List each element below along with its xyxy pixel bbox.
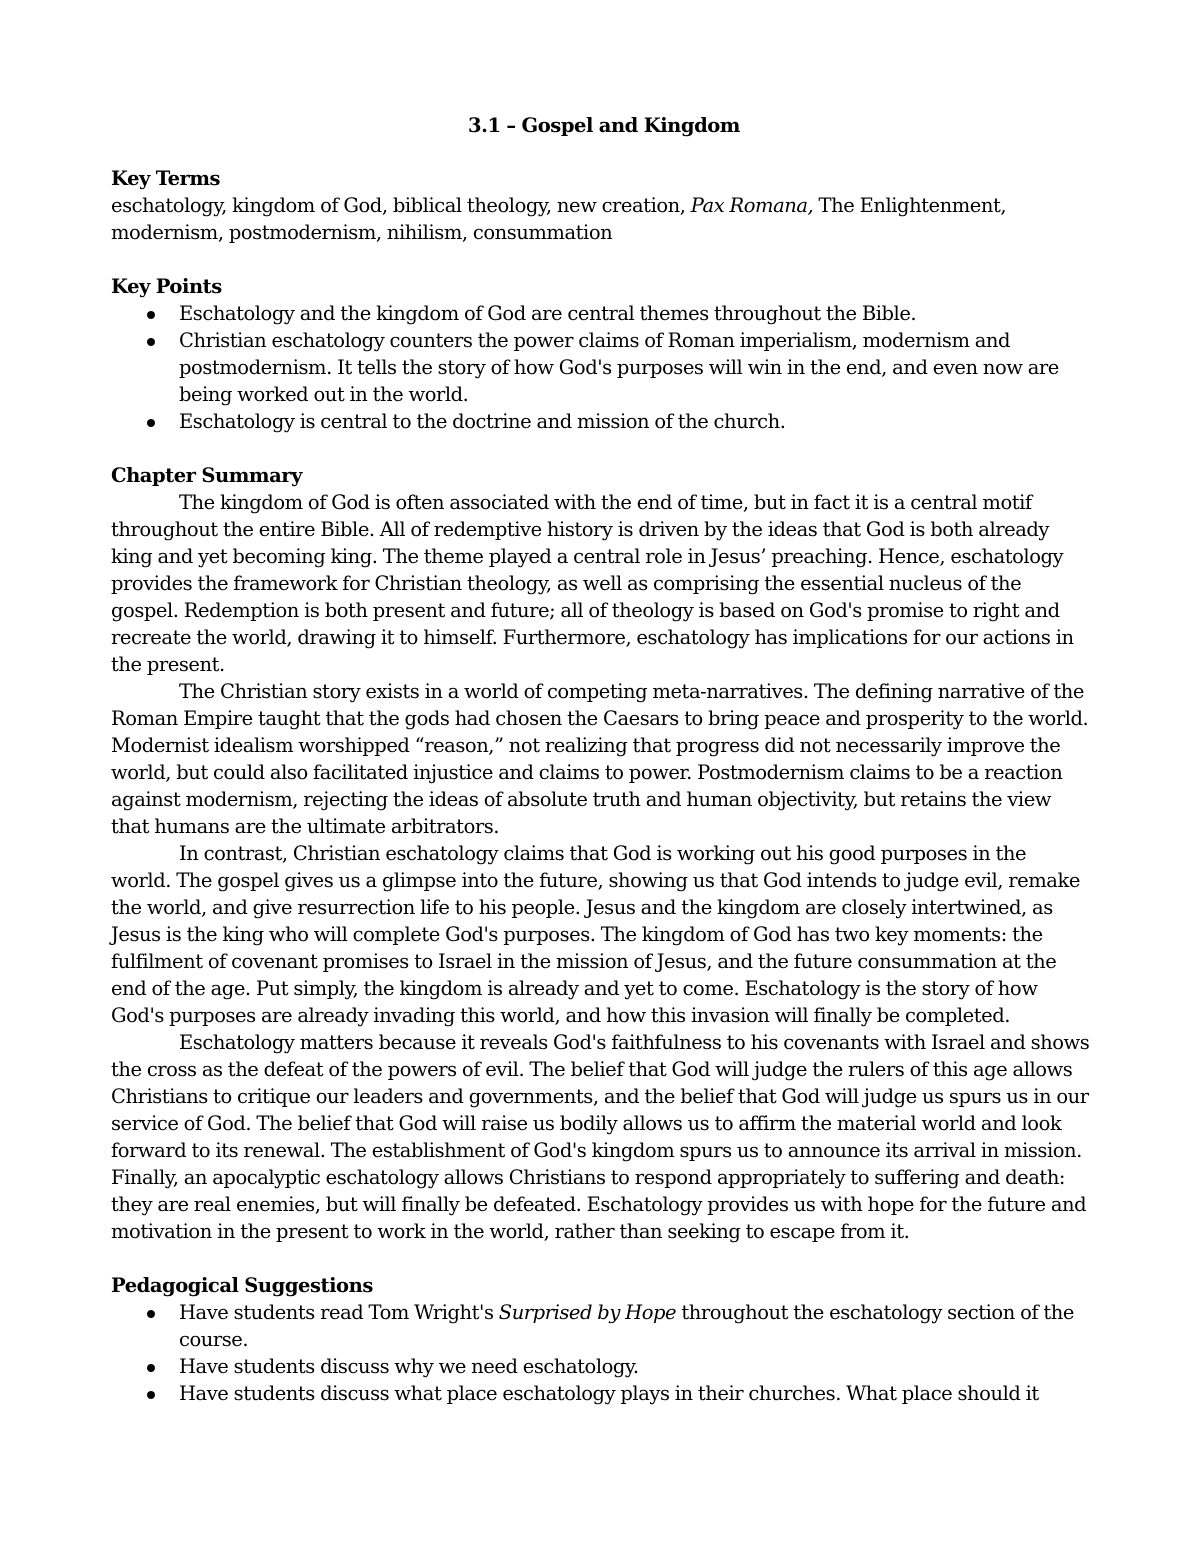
list-item: [111, 1353, 1091, 1380]
list-item-text: Have students discuss what place eschatology plays in their churches. What place should it: [179, 1382, 1039, 1405]
key-terms-italic-term: Pax Romana,: [690, 194, 814, 217]
list-item-text-start: Have students read Tom Wright's: [179, 1301, 499, 1324]
list-item: [111, 327, 1091, 408]
key-points-list: [111, 300, 1091, 435]
document-page: [111, 112, 1091, 1407]
spacer: [111, 435, 1091, 462]
spacer: [111, 1245, 1091, 1272]
bullet-icon: [147, 1391, 155, 1399]
list-item: [111, 1380, 1091, 1407]
pedagogical-list: [111, 1299, 1091, 1407]
list-item-text-end: throughout the eschatology section of the course.: [179, 1301, 1074, 1351]
summary-paragraph: Eschatology matters because it reveals God's faithfulness to his covenants with Israel and shows the cross as the defeat of the powers of evil. The belief that God will judge the rulers of this age allows Christians to critique our leaders and governments, and the belief that God will judge us spurs us in our service of God. The belief that God will raise us bodily allows us to affirm the material world and look forward to its renewal. The establishment of God's kingdom spurs us to announce its arrival in mission. Finally, an apocalyptic eschatology allows Christians to respond appropriately to suffering and death: they are real enemies, but will finally be defeated. Eschatology provides us with hope for the future and motivation in the present to work in the world, rather than seeking to escape from it.: [111, 1031, 1090, 1243]
list-item-text: Eschatology is central to the doctrine and mission of the church.: [179, 410, 786, 433]
list-item-text: Eschatology and the kingdom of God are central themes throughout the Bible.: [179, 302, 917, 325]
list-item-text: Christian eschatology counters the power claims of Roman imperialism, modernism and postmodernism. It tells the story of how God's purposes will win in the end, and even now are being worked out in the world.: [179, 329, 1059, 406]
summary-paragraph: The kingdom of God is often associated with the end of time, but in fact it is a central motif throughout the entire Bible. All of redemptive history is driven by the ideas that God is both already king and yet becoming king. The theme played a central role in Jesus’ preaching. Hence, eschatology provides the framework for Christian theology, as well as comprising the essential nucleus of the gospel. Redemption is both present and future; all of theology is based on God's promise to right and recreate the world, drawing it to himself. Furthermore, eschatology has implications for our actions in the present.: [111, 491, 1074, 676]
key-terms-heading: Key Terms: [111, 167, 221, 190]
list-item-text: Have students discuss why we need eschatology.: [179, 1355, 639, 1378]
bullet-icon: [147, 338, 155, 346]
key-terms-text-end: The Enlightenment, modernism, postmodernism, nihilism, consummation: [111, 194, 1007, 244]
summary-paragraph: In contrast, Christian eschatology claims that God is working out his good purposes in the world. The gospel gives us a glimpse into the future, showing us that God intends to judge evil, remake the world, and give resurrection life to his people. Jesus and the kingdom are closely intertwined, as Jesus is the king who will complete God's purposes. The kingdom of God has two key moments: the fulfilment of covenant promises to Israel in the mission of Jesus, and the future consummation at the end of the age. Put simply, the kingdom is already and yet to come. Eschatology is the story of how God's purposes are already invading this world, and how this invasion will finally be completed.: [111, 842, 1080, 1027]
document-title: 3.1 – Gospel and Kingdom: [467, 114, 740, 137]
key-points-heading: Key Points: [111, 275, 222, 298]
key-terms-text: [111, 192, 1091, 246]
key-terms-text-start: eschatology, kingdom of God, biblical theology, new creation,: [111, 194, 691, 217]
bullet-icon: [147, 419, 155, 427]
list-item: [111, 1299, 1091, 1353]
bullet-icon: [147, 1364, 155, 1372]
bullet-icon: [147, 1310, 155, 1318]
pedagogical-heading: Pedagogical Suggestions: [111, 1274, 373, 1297]
spacer: [111, 246, 1091, 273]
chapter-summary-heading: Chapter Summary: [111, 464, 302, 487]
list-item: [111, 408, 1091, 435]
book-title: Surprised by Hope: [498, 1301, 677, 1324]
summary-paragraph: The Christian story exists in a world of competing meta-narratives. The defining narrative of the Roman Empire taught that the gods had chosen the Caesars to bring peace and prosperity to the world. Modernist idealism worshipped “reason,” not realizing that progress did not necessarily improve the world, but could also facilitated injustice and claims to power. Postmodernism claims to be a reaction against modernism, rejecting the ideas of absolute truth and human objectivity, but retains the view that humans are the ultimate arbitrators.: [111, 680, 1089, 838]
list-item: [111, 300, 1091, 327]
bullet-icon: [147, 311, 155, 319]
